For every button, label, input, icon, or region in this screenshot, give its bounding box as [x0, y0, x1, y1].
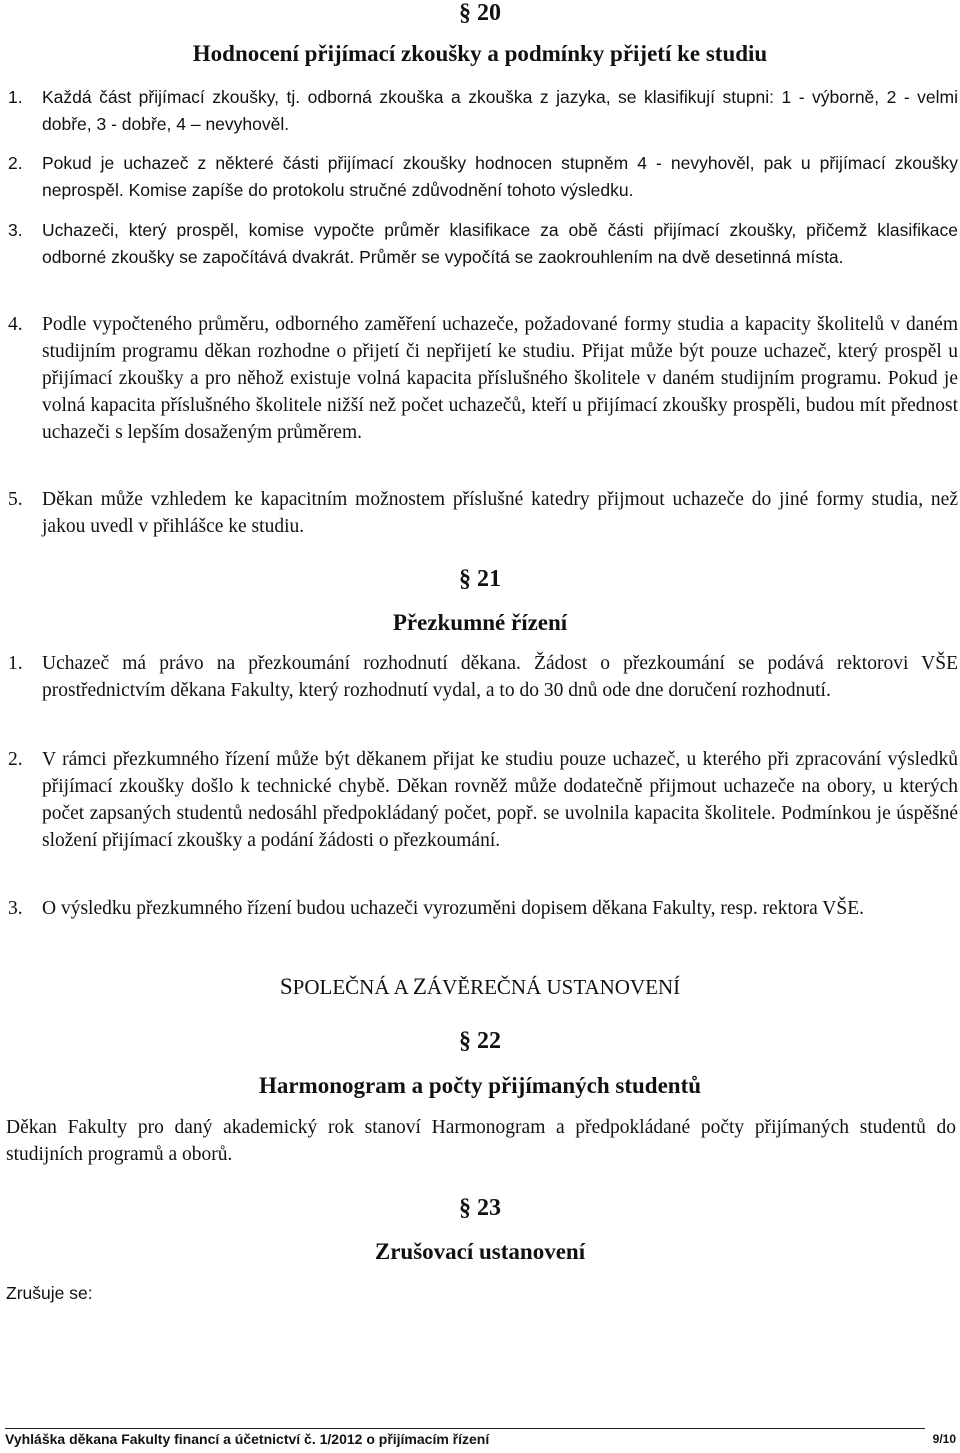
list-item — [8, 895, 958, 922]
item-number: 2. — [8, 749, 23, 770]
list-item — [8, 150, 958, 204]
section-title-23: Zrušovací ustanovení — [374, 1239, 586, 1264]
page-number: 9/10 — [932, 1432, 956, 1446]
item-text: V rámci přezkumného řízení může být děkanem přijat ke studiu pouze uchazeč, u kterého při zpracování výsledků přijímací zkoušky došlo k technické chybě. Děkan rovněž může dodatečně přijmout uchazeče na obory, u kterých počet zapsaných studentů nedosáhl předpokládaný počet, popř. se uvolnila kapacita školitele. Podmínkou je úspěšné složení přijímací zkoušky a podání žádosti o přezkoumání. — [42, 749, 958, 851]
section-title-21: Přezkumné řízení — [392, 610, 568, 635]
list-item — [8, 746, 958, 854]
section-number-21: § 21 — [459, 566, 501, 592]
section-text-23: Zrušuje se: — [6, 1283, 93, 1303]
list-item — [8, 486, 958, 540]
item-text: Pokud je uchazeč z některé části přijímací zkoušky hodnocen stupněm 4 - nevyhověl, pak u přijímací zkoušky neprospěl. Komise zapíše do protokolu stručné zdůvodnění tohoto výsledku. — [42, 153, 958, 200]
footer-divider — [5, 1428, 925, 1429]
item-text: Děkan může vzhledem ke kapacitním možnostem příslušné katedry přijmout uchazeče do jiné formy studia, než jakou uvedl v přihlášce ke studiu. — [42, 489, 958, 537]
item-text: O výsledku přezkumného řízení budou uchazeči vyrozuměni dopisem děkana Fakulty, resp. rektora VŠE. — [42, 898, 865, 919]
section-title-22: Harmonogram a počty přijímaných studentů — [258, 1073, 702, 1098]
item-text: Podle vypočteného průměru, odborného zaměření uchazeče, požadované formy studia a kapacity školitelů v daném studijním programu děkan rozhodne o přijetí či nepřijetí ke studiu. Přijat může být pouze uchazeč, který prospěl u přijímací zkoušky a pro něhož existuje volná kapacita příslušného školitele v daném studijním programu. Pokud je volná kapacita příslušného školitele nižší než počet uchazečů, kteří u přijímací zkoušky prospěli, budou mít přednost uchazeči s lepším dosaženým průměrem. — [42, 314, 958, 443]
item-number: 2. — [8, 153, 23, 173]
section-number-20: § 20 — [459, 0, 501, 26]
item-text: Uchazeči, který prospěl, komise vypočte průměr klasifikace za obě části přijímací zkoušky, přičemž klasifikace odborné zkoušky se započítává dvakrát. Průměr se vypočítá se zaokrouhlením na dvě desetinná místa. — [42, 220, 958, 267]
footer-document-title: Vyhláška děkana Fakulty financí a účetnictví č. 1/2012 o přijímacím řízení — [5, 1431, 490, 1447]
section-number-23: § 23 — [459, 1195, 501, 1221]
list-item — [8, 311, 958, 446]
item-number: 4. — [8, 314, 23, 335]
item-text: Každá část přijímací zkoušky, tj. odborná zkouška a zkouška z jazyka, se klasifikují stupni: 1 - výborně, 2 - velmi dobře, 3 - dobře, 4 – nevyhověl. — [42, 87, 958, 134]
list-item — [8, 84, 958, 138]
list-item — [8, 650, 958, 704]
list-item — [8, 217, 958, 271]
part-heading: SPOLEČNÁ A ZÁVĚREČNÁ USTANOVENÍ — [279, 974, 681, 999]
item-number: 3. — [8, 898, 23, 919]
item-text: Uchazeč má právo na přezkoumání rozhodnutí děkana. Žádost o přezkoumání se podává rektorovi VŠE prostřednictvím děkana Fakulty, který rozhodnutí vydal, a to do 30 dnů ode dne doručení rozhodnutí. — [42, 653, 958, 701]
section-text-22: Děkan Fakulty pro daný akademický rok stanoví Harmonogram a předpokládané počty přijímaných studentů do studijních programů a oborů. — [6, 1117, 956, 1165]
item-number: 1. — [8, 653, 23, 674]
section-title-20: Hodnocení přijímací zkoušky a podmínky přijetí ke studiu — [192, 41, 768, 66]
item-number: 1. — [8, 87, 23, 107]
section-number-22: § 22 — [459, 1028, 501, 1054]
item-number: 3. — [8, 220, 23, 240]
item-number: 5. — [8, 489, 23, 510]
